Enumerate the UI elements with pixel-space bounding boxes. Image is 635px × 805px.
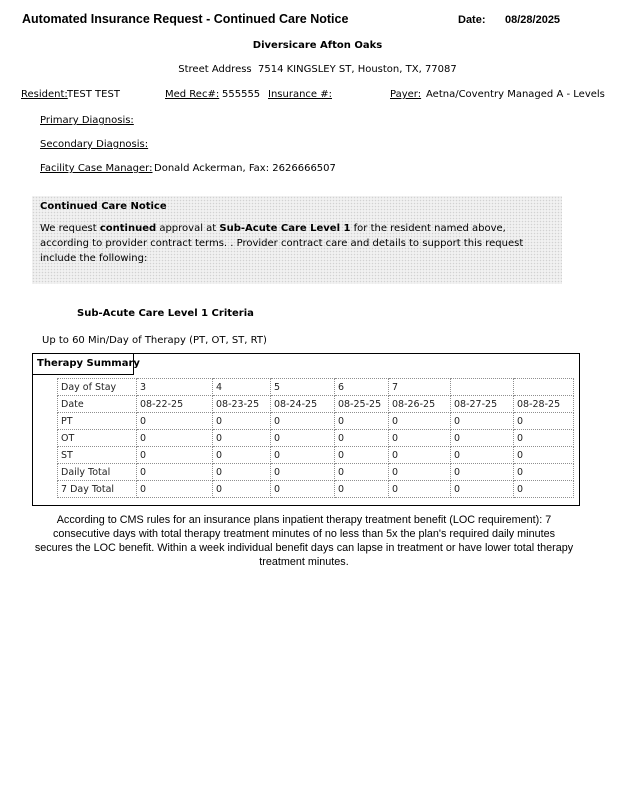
med-rec-label: Med Rec#:	[165, 89, 220, 100]
notice-title: Continued Care Notice	[40, 201, 167, 212]
table-cell	[514, 379, 574, 396]
table-cell: 08-24-25	[271, 396, 335, 413]
therapy-summary-title: Therapy Summary	[37, 358, 140, 369]
table-cell: 0	[213, 481, 271, 498]
row-label: Date	[58, 396, 137, 413]
table-cell: 0	[137, 464, 213, 481]
table-cell: 0	[335, 464, 389, 481]
table-cell: 6	[335, 379, 389, 396]
table-cell: 0	[389, 481, 451, 498]
table-row	[58, 481, 574, 498]
table-cell: 0	[514, 464, 574, 481]
primary-diagnosis-label: Primary Diagnosis:	[40, 115, 134, 126]
table-cell: 0	[335, 481, 389, 498]
table-cell: 0	[271, 447, 335, 464]
table-cell: 0	[213, 413, 271, 430]
secondary-diagnosis-label: Secondary Diagnosis:	[40, 139, 149, 150]
table-cell: 0	[137, 430, 213, 447]
notice-care-level: Sub-Acute Care Level 1	[219, 223, 351, 234]
address-value: 7514 KINGSLEY ST, Houston, TX, 77087	[258, 64, 457, 75]
resident-name: TEST TEST	[67, 89, 120, 100]
table-cell: 3	[137, 379, 213, 396]
criteria-title: Sub-Acute Care Level 1 Criteria	[77, 308, 254, 319]
table-cell: 08-28-25	[514, 396, 574, 413]
row-label: ST	[58, 447, 137, 464]
notice-text: We request	[40, 223, 100, 234]
table-cell: 0	[389, 447, 451, 464]
table-cell: 0	[335, 413, 389, 430]
table-row	[58, 396, 574, 413]
payer-label: Payer:	[390, 89, 422, 100]
facility-address	[0, 64, 635, 75]
insurance-label: Insurance #:	[268, 89, 332, 100]
table-cell: 0	[451, 464, 514, 481]
table-cell: 0	[271, 430, 335, 447]
address-label: Street Address	[178, 64, 252, 75]
table-cell: 0	[213, 464, 271, 481]
table-cell: 0	[451, 447, 514, 464]
case-manager-label: Facility Case Manager:	[40, 163, 153, 174]
table-cell: 0	[137, 481, 213, 498]
table-cell: 0	[451, 430, 514, 447]
table-row	[58, 430, 574, 447]
table-cell: 5	[271, 379, 335, 396]
table-cell: 0	[137, 447, 213, 464]
table-row	[58, 413, 574, 430]
row-label: OT	[58, 430, 137, 447]
table-cell: 0	[335, 430, 389, 447]
table-row	[58, 464, 574, 481]
table-cell: 0	[271, 464, 335, 481]
table-cell: 0	[213, 430, 271, 447]
case-manager-value: Donald Ackerman, Fax: 2626666507	[154, 163, 336, 174]
table-cell	[451, 379, 514, 396]
table-cell: 0	[213, 447, 271, 464]
document-title: Automated Insurance Request - Continued Care Notice	[22, 12, 349, 26]
table-row	[58, 379, 574, 396]
table-cell: 0	[451, 481, 514, 498]
resident-label: Resident:	[21, 89, 68, 100]
table-cell: 4	[213, 379, 271, 396]
table-cell: 0	[514, 447, 574, 464]
therapy-summary-table	[57, 378, 574, 498]
date-value: 08/28/2025	[505, 14, 561, 26]
table-cell: 08-26-25	[389, 396, 451, 413]
payer-value: Aetna/Coventry Managed A - Levels	[426, 89, 605, 100]
table-cell: 0	[389, 413, 451, 430]
table-cell: 08-25-25	[335, 396, 389, 413]
row-label: Daily Total	[58, 464, 137, 481]
table-cell: 08-22-25	[137, 396, 213, 413]
notice-emphasis: continued	[99, 223, 157, 234]
table-cell: 08-23-25	[213, 396, 271, 413]
table-cell: 0	[389, 430, 451, 447]
table-cell: 0	[335, 447, 389, 464]
table-cell: 0	[514, 430, 574, 447]
row-label: 7 Day Total	[58, 481, 137, 498]
criteria-text: Up to 60 Min/Day of Therapy (PT, OT, ST, RT)	[42, 335, 267, 346]
notice-body	[40, 221, 545, 266]
table-cell: 0	[451, 413, 514, 430]
row-label: PT	[58, 413, 137, 430]
table-cell: 08-27-25	[451, 396, 514, 413]
notice-text: for the resident named above, according to provider contract terms. . Provider contract care and details to support this request include the following:	[40, 223, 524, 264]
table-row	[58, 447, 574, 464]
table-cell: 0	[271, 413, 335, 430]
facility-name: Diversicare Afton Oaks	[252, 40, 383, 51]
table-cell: 0	[514, 413, 574, 430]
table-cell: 0	[137, 413, 213, 430]
cms-footnote: According to CMS rules for an insurance plans inpatient therapy treatment benefit (LOC requirement): 7 consecutive days with total therapy treatment minutes of no less than 5x the plan's required daily minutes secures the LOC benefit. Within a week individual benefit days can lapse in treatment or have lower total therapy treatment minutes.	[34, 514, 574, 568]
table-cell: 7	[389, 379, 451, 396]
table-cell: 0	[271, 481, 335, 498]
table-cell: 0	[514, 481, 574, 498]
notice-text: approval at	[156, 223, 220, 234]
table-cell: 0	[389, 464, 451, 481]
date-label: Date:	[458, 14, 486, 26]
row-label: Day of Stay	[58, 379, 137, 396]
med-rec-value: 555555	[222, 89, 261, 100]
